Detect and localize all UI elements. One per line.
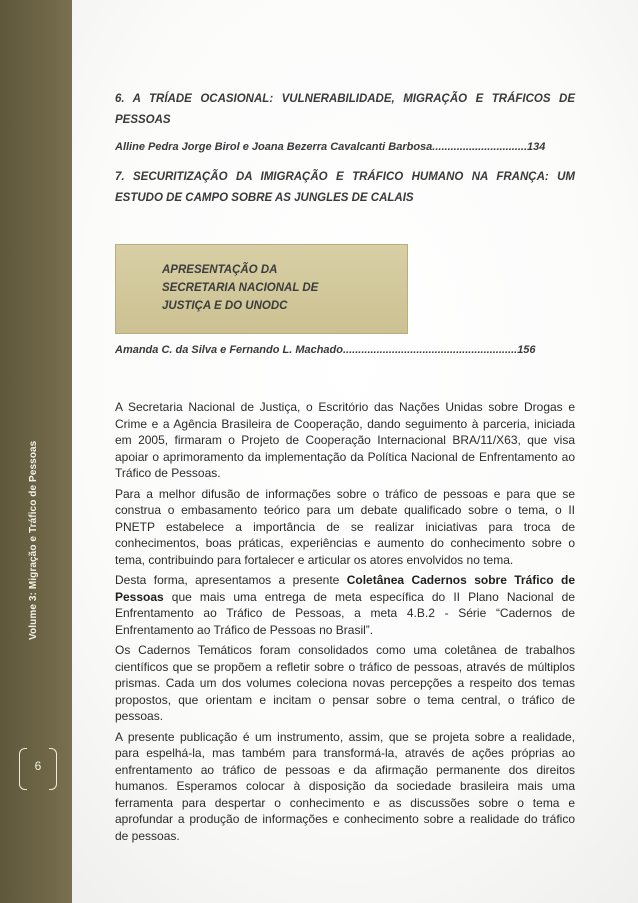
paragraph-4: Os Cadernos Temáticos foram consolidados como uma coletânea de trabalhos científicos que se propõem a refletir sobre o tráfico de pessoas, através de múltiplos prismas. Cada um dos volumes coleciona novas percepções a respeito dos temas propostos, que orientam e incitam o pensar sobre o tema central, o tráfico de pessoas. — [115, 643, 575, 723]
sidebar-strip — [0, 0, 72, 903]
toc-item-7-author[interactable]: Amanda C. da Silva e Fernando L. Machado.........................................................156 — [115, 344, 536, 356]
paragraph-5: A presente publicação é um instrumento, assim, que se projeta sobre a realidade, para espelhá-la, mas também para transformá-la, através de ações próprias ao enfrentamento ao tráfico de pessoas e da afirmação permanente dos direitos humanos. Esperamos colocar à disposição da sociedade brasileira mais uma ferramenta para despertar o conhecimento e as discussões sobre o tema e aprofundar a produção de informações e conhecimento sobre a realidade do tráfico de pessoas. — [115, 729, 575, 843]
collection-title: Coletânea Cadernos sobre Tráfico de Pessoas — [115, 573, 575, 604]
body-text — [115, 399, 575, 848]
banner-title — [162, 261, 402, 315]
toc-item-7-title[interactable] — [115, 167, 575, 209]
paragraph-3 — [115, 572, 575, 638]
banner-line-3: JUSTIÇA E DO UNODC — [162, 300, 288, 312]
toc-item-7-title-line2: ESTUDO DE CAMPO SOBRE AS JUNGLES DE CALAIS — [115, 192, 414, 204]
page-number-badge — [19, 748, 57, 790]
page-number: 6 — [34, 759, 42, 773]
toc-item-6-title[interactable] — [115, 89, 575, 131]
toc-item-7-title-line1: 7. SECURITIZAÇÃO DA IMIGRAÇÃO E TRÁFICO HUMANO NA FRANÇA: UM — [115, 171, 575, 183]
section-banner — [115, 244, 408, 334]
banner-line-2: SECRETARIA NACIONAL DE — [162, 282, 319, 294]
volume-title: Volume 3: Migração e Tráfico de Pessoas — [28, 440, 39, 640]
toc-item-6-author[interactable]: Alline Pedra Jorge Birol e Joana Bezerra Cavalcanti Barbosa...............................134 — [115, 141, 546, 153]
toc-item-6-title-line2: PESSOAS — [115, 114, 171, 126]
banner-line-1: APRESENTAÇÃO DA — [162, 264, 278, 276]
paragraph-3-intro: Desta forma, apresentamos a presente — [115, 573, 347, 587]
paragraph-1: A Secretaria Nacional de Justiça, o Escritório das Nações Unidas sobre Drogas e Crime e a Agência Brasileira de Cooperação, dando seguimento à parceria, iniciada em 2005, firmaram o Projeto de Cooperação Internacional BRA/11/X63, que visa apoiar o aprimoramento da implementação da Política Nacional de Enfrentamento ao Tráfico de Pessoas. — [115, 400, 575, 480]
paragraph-2: Para a melhor difusão de informações sobre o tráfico de pessoas e para que se construa o embasamento teórico para um debate qualificado sobre o tema, o II PNETP estabelece a importância de se realizar iniciativas para troca de conhecimentos, boas práticas, experiências e aumento do conhecimento sobre o tema, contribuindo para fortalecer e articular os atores envolvidos no tema. — [115, 486, 575, 567]
toc-item-6-title-line1: 6. A TRÍADE OCASIONAL: VULNERABILIDADE, MIGRAÇÃO E TRÁFICOS DE — [115, 93, 575, 105]
paragraph-3-rest: que mais uma entrega de meta específica do II Plano Nacional de Enfrentamento ao Tráfico de Pessoas, a meta 4.B.2 - Série “Cadernos de Enfrentamento ao Tráfico de Pessoas no Brasil”. — [115, 589, 575, 637]
